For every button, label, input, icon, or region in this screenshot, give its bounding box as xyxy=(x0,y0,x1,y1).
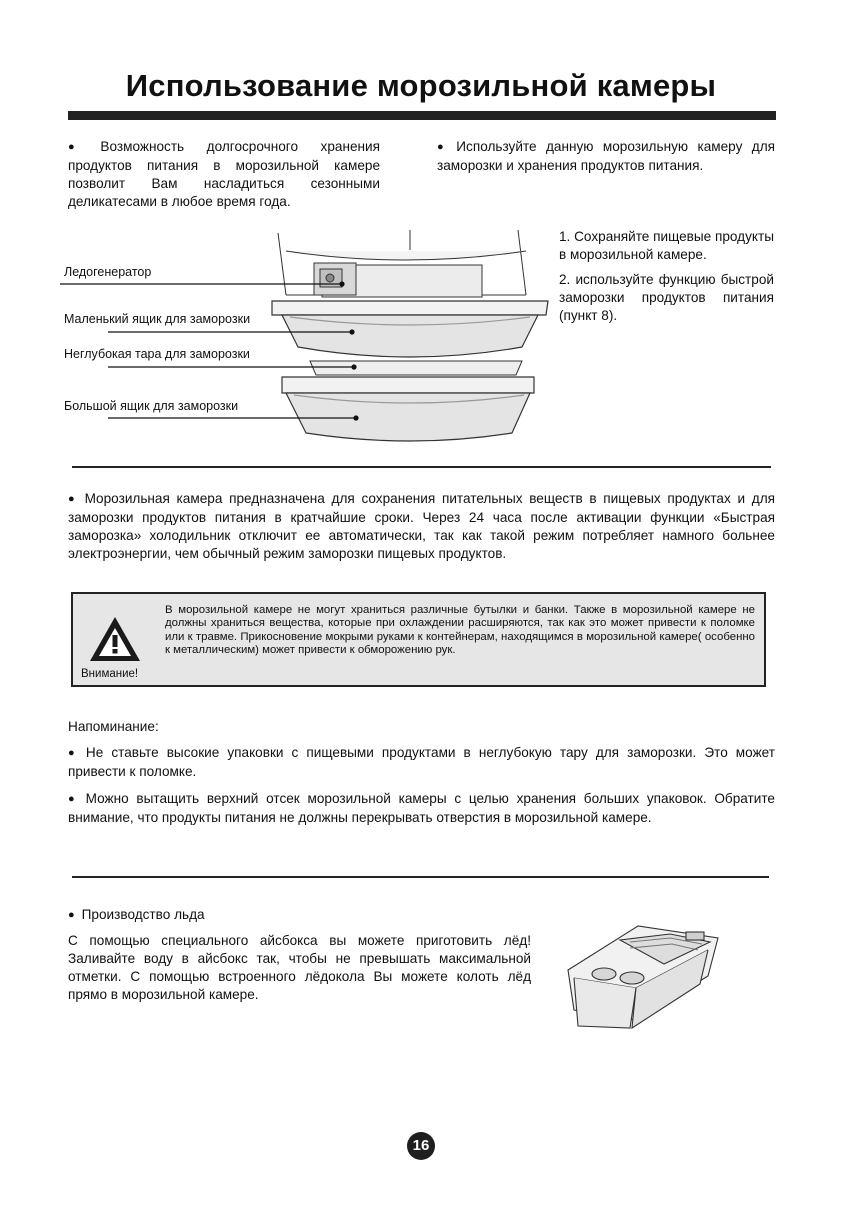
warning-label: Внимание! xyxy=(81,668,139,680)
warning-box xyxy=(71,592,766,687)
title-underline xyxy=(68,111,776,120)
warning-text: В морозильной камере не могут храниться различные бутылки и банки. Также в морозильной камере не должны храниться вещества, которые при охлаждении расширяются, так как это может привести к поломке или к травме. Прикосновение мокрыми руками к контейнерам, находящимся в морозильной камере( особенно к металлическим) может привести к обморожению рук. xyxy=(165,604,755,657)
ice-box-illustration xyxy=(560,918,725,1030)
intro-right-paragraph: ● Используйте данную морозильную камеру для заморозки и хранения продуктов питания. xyxy=(437,138,775,175)
warning-triangle-icon xyxy=(88,615,142,663)
ice-heading: ● Производство льда xyxy=(68,906,205,925)
main-paragraph: ● Морозильная камера предназначена для сохранения питательных веществ в пищевых продуктах и для заморозки продуктов питания в кратчайшие сроки. Через 24 часа после активации функции «Быстрая заморозка» холодильник отключит ее автоматически, так как такой режим потребляет намного больнее электроэнергии, чем обычный режим заморозки пищевых продуктов. xyxy=(68,490,775,563)
reminder-heading: Напоминание: xyxy=(68,719,159,734)
shallow-tray xyxy=(310,361,522,375)
intro-left-paragraph: ● Возможность долгосрочного хранения продуктов питания в морозильной камере позволит Вам насладиться сезонными деликатесами в любое время года. xyxy=(68,138,380,211)
page-title: Использование морозильной камеры xyxy=(125,68,717,103)
tip-2: 2. используйте функцию быстрой заморозки продуктов питания (пункт 8). xyxy=(559,272,774,323)
ice-paragraph: С помощью специального айсбокса вы можете приготовить лёд! Заливайте воду в айсбокс так, чтобы не превышать максимальной отметки. С помощью встроенного лёдокола Вы можете колоть лёд прямо в морозильной камере. xyxy=(68,933,531,1002)
section-divider-1 xyxy=(72,466,771,468)
small-drawer xyxy=(272,301,548,357)
reminder-item-1: ● Не ставьте высокие упаковки с пищевыми продуктами в неглубокую тару для заморозки. Это может привести к поломке. xyxy=(68,744,775,781)
reminder-item-2: ● Можно вытащить верхний отсек морозильной камеры с целью хранения больших упаковок. Обратите внимание, что продукты питания не должны перекрывать отверстия в морозильной камере. xyxy=(68,790,775,827)
label-large-drawer: Большой ящик для заморозки xyxy=(64,399,239,413)
section-divider-2 xyxy=(72,876,769,878)
label-shallow-tray: Неглубокая тара для заморозки xyxy=(64,347,250,361)
large-drawer xyxy=(282,377,534,441)
ice-maker-unit xyxy=(314,263,356,295)
tip-1: 1. Сохраняйте пищевые продукты в морозильной камере. xyxy=(559,229,775,262)
label-ice-maker: Ледогенератор xyxy=(64,265,152,279)
label-small-drawer: Маленький ящик для заморозки xyxy=(64,312,251,326)
page-number: 16 xyxy=(407,1132,435,1160)
freezer-diagram xyxy=(60,225,560,455)
